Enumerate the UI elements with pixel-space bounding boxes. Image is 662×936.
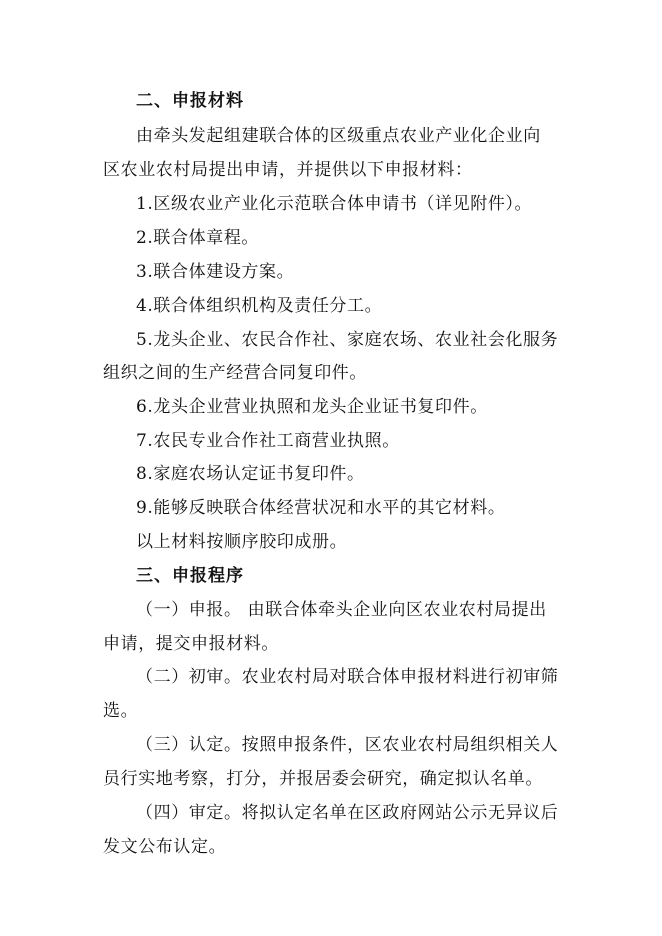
procedure-step: （四）审定。将拟认定名单在区政府网站公示无异议后: [136, 803, 559, 823]
procedure-step: （三）认定。按照申报条件，区农业农村局组织相关人: [136, 735, 559, 755]
list-item-continuation: 组织之间的生产经营合同复印件。: [103, 363, 367, 383]
list-item: 2.联合体章程。: [136, 228, 260, 248]
procedure-step-continuation: 选。: [103, 701, 139, 721]
paragraph-line: 由牵头发起组建联合体的区级重点农业产业化企业向: [136, 126, 541, 146]
paragraph-line: 区农业农村局提出申请，并提供以下申报材料：: [103, 160, 473, 180]
list-item: 8.家庭农场认定证书复印件。: [136, 464, 365, 484]
list-item: 1.区级农业产业化示范联合体申请书（详见附件）。: [136, 194, 533, 214]
list-item: 3.联合体建设方案。: [136, 262, 295, 282]
paragraph-line: 以上材料按顺序胶印成册。: [136, 532, 348, 552]
procedure-step-continuation: 员行实地考察，打分，并报居委会研究，确定拟认名单。: [103, 769, 543, 789]
list-item: 9.能够反映联合体经营状况和水平的其它材料。: [136, 498, 506, 518]
section-heading-procedure: 三、申报程序: [136, 566, 244, 586]
section-heading-materials: 二、申报材料: [136, 91, 244, 111]
list-item: 6.龙头企业营业执照和龙头企业证书复印件。: [136, 397, 488, 417]
procedure-step-continuation: 申请，提交申报材料。: [103, 634, 279, 654]
procedure-step: （二）初审。农业农村局对联合体申报材料进行初审筛: [136, 667, 559, 687]
list-item: 4.联合体组织机构及责任分工。: [136, 296, 383, 316]
procedure-step-continuation: 发文公布认定。: [103, 837, 227, 857]
list-item: 7.农民专业合作社工商营业执照。: [136, 431, 400, 451]
list-item: 5.龙头企业、农民合作社、家庭农场、农业社会化服务: [136, 330, 559, 350]
procedure-step: （一）申报。 由联合体牵头企业向区农业农村局提出: [136, 600, 547, 620]
